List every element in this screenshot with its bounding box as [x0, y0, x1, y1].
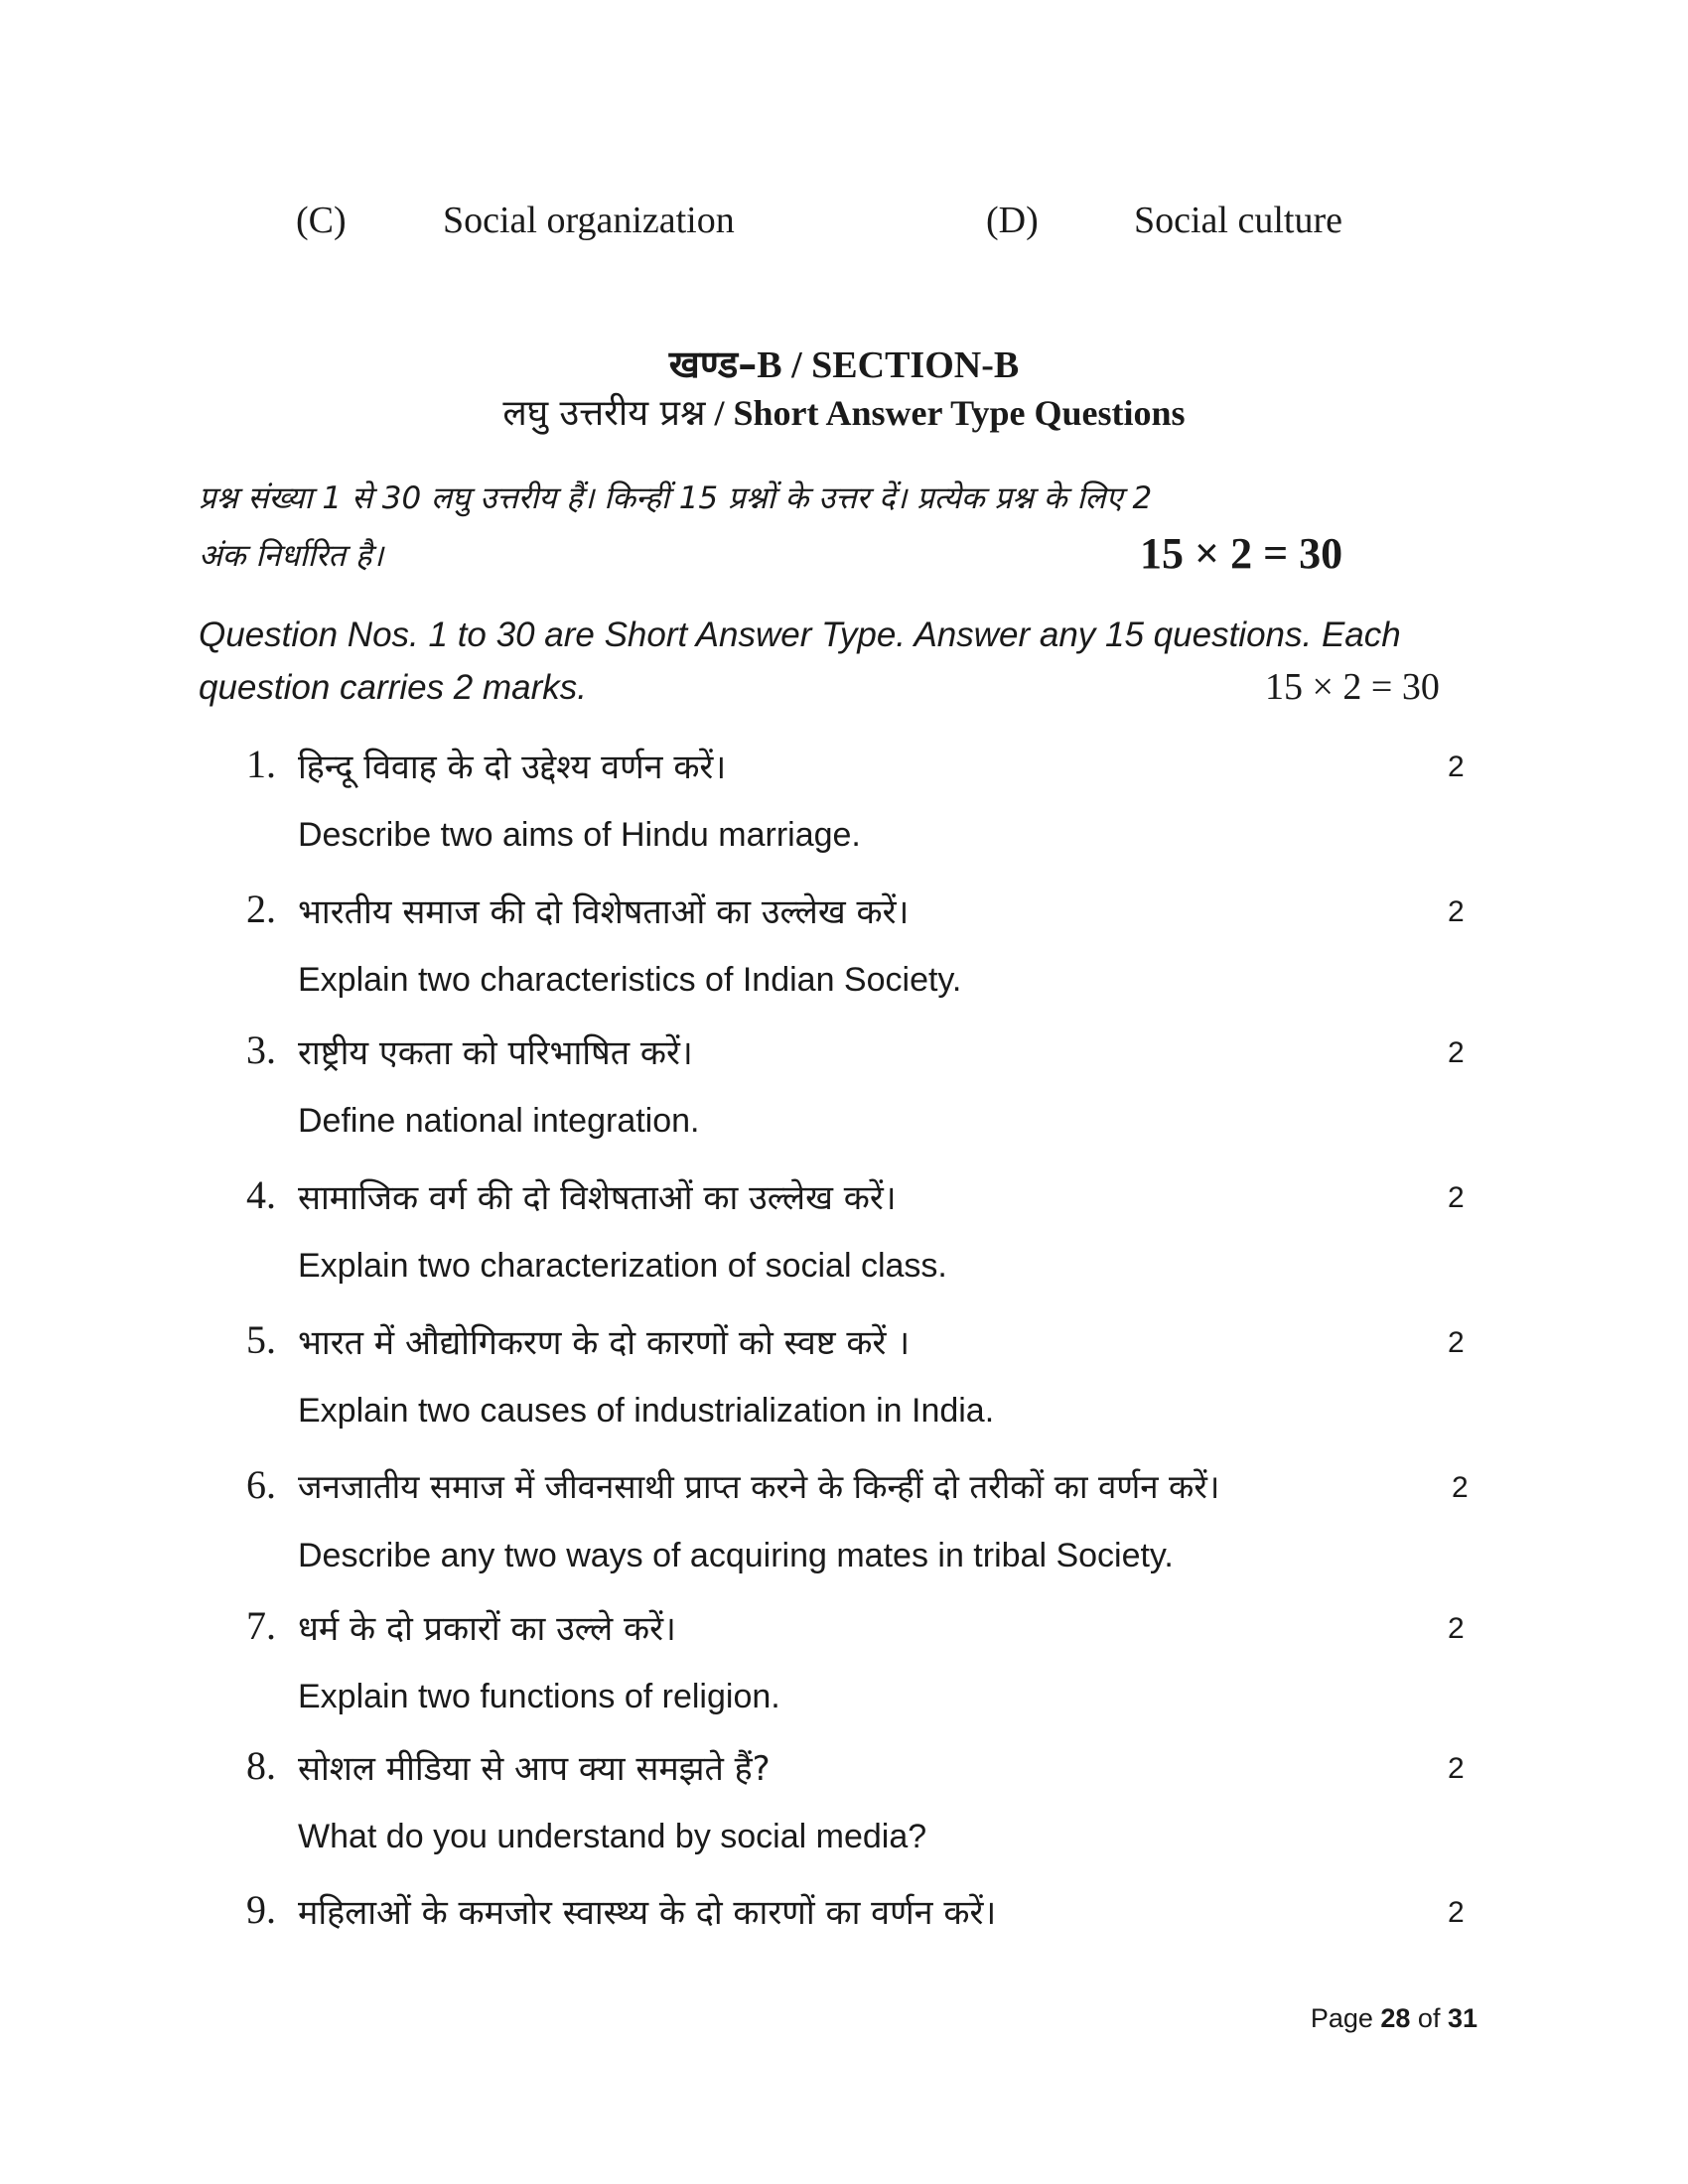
section-title [0, 338, 1688, 389]
section-subtitle-hi: लघु उत्तरीय प्रश्न [502, 393, 706, 434]
instructions-hi-line1: प्रश्न संख्या 1 से 30 लघु उत्तरीय हैं। किन्हीं 15 प्रश्नों के उत्तर दें। प्रत्येक प्रश्न के लिए 2 [199, 480, 1153, 516]
question-number: 3. [246, 1027, 276, 1072]
question-number: 4. [246, 1172, 276, 1217]
question-hi: महिलाओं के कमजोर स्वास्थ्य के दो कारणों का वर्णन करें। [298, 1893, 997, 1933]
instructions-en-line1: Question Nos. 1 to 30 are Short Answer Type. Answer any 15 questions. Each [199, 615, 1401, 654]
question-number: 6. [246, 1462, 276, 1507]
question-marks: 2 [1448, 1752, 1465, 1785]
question-hi: भारतीय समाज की दो विशेषताओं का उल्लेख करें। [298, 892, 910, 932]
footer-total-pages: 31 [1447, 2003, 1477, 2033]
question-number: 5. [246, 1317, 276, 1362]
instructions-hi-line2: अंक निर्धारित है। [199, 538, 384, 574]
question-en: Explain two characterization of social class. [298, 1247, 947, 1285]
option-d-letter: (D) [986, 200, 1039, 241]
question-hi: सामाजिक वर्ग की दो विशेषताओं का उल्लेख करें। [298, 1178, 897, 1218]
question-marks: 2 [1452, 1471, 1469, 1504]
question-en: Define national integration. [298, 1102, 700, 1140]
question-en: Describe any two ways of acquiring mates in tribal Society. [298, 1537, 1174, 1574]
section-title-en: B / SECTION-B [757, 344, 1020, 386]
question-en: Describe two aims of Hindu marriage. [298, 816, 861, 854]
question-marks: 2 [1448, 1896, 1465, 1929]
section-subtitle [0, 387, 1688, 436]
question-hi: भारत में औद्योगिकरण के दो कारणों को स्वष्ट करें । [298, 1323, 911, 1363]
question-number: 2. [246, 887, 276, 931]
question-hi: सोशल मीडिया से आप क्या समझते हैं? [298, 1749, 771, 1789]
footer-middle: of [1410, 2003, 1448, 2033]
page-footer [1311, 2003, 1477, 2034]
footer-page-number: 28 [1380, 2003, 1411, 2033]
question-marks: 2 [1448, 1326, 1465, 1359]
question-hi: धर्म के दो प्रकारों का उल्ले करें। [298, 1609, 676, 1649]
question-en: Explain two functions of religion. [298, 1678, 780, 1715]
question-marks: 2 [1448, 1612, 1465, 1645]
footer-prefix: Page [1310, 2003, 1381, 2033]
question-marks: 2 [1448, 1181, 1465, 1214]
question-en: Explain two causes of industrialization in India. [298, 1392, 995, 1430]
question-number: 8. [246, 1743, 276, 1788]
question-hi: जनजातीय समाज में जीवनसाथी प्राप्त करने के किन्हीं दो तरीकों का वर्णन करें। [298, 1467, 1220, 1506]
question-number: 1. [246, 742, 276, 786]
question-marks: 2 [1448, 1036, 1465, 1069]
question-number: 7. [246, 1603, 276, 1648]
option-c-letter: (C) [296, 200, 347, 241]
instructions-en-marks: 15 × 2 = 30 [1265, 666, 1440, 708]
section-title-hi: खण्ड– [668, 342, 758, 386]
question-marks: 2 [1448, 751, 1465, 783]
question-en: What do you understand by social media? [298, 1818, 927, 1855]
instructions-hi-marks: 15 × 2 = 30 [1140, 529, 1343, 578]
instructions-en-line2: question carries 2 marks. [199, 668, 587, 707]
section-subtitle-en: / Short Answer Type Questions [705, 393, 1186, 433]
option-c-text: Social organization [443, 200, 735, 241]
question-en: Explain two characteristics of Indian Society. [298, 961, 962, 999]
question-marks: 2 [1448, 895, 1465, 928]
question-hi: राष्ट्रीय एकता को परिभाषित करें। [298, 1033, 693, 1073]
option-d-text: Social culture [1134, 200, 1342, 241]
question-hi: हिन्दू विवाह के दो उद्देश्य वर्णन करें। [298, 748, 727, 787]
question-number: 9. [246, 1887, 276, 1932]
